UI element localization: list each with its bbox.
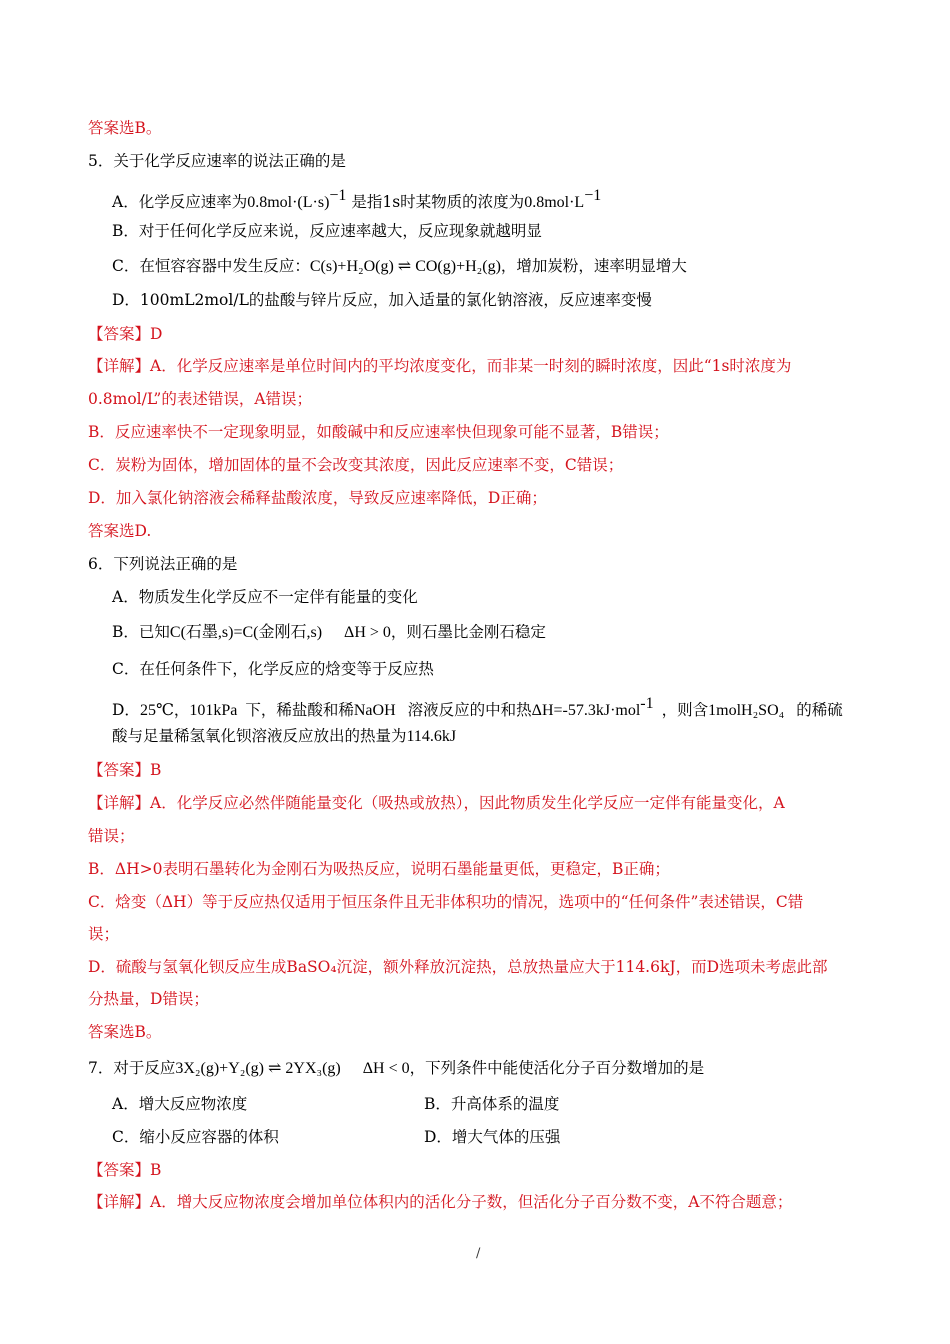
q5-option-c <box>112 256 687 277</box>
q5-option-a-conc-exp: −1 <box>584 187 602 204</box>
q6-option-d-neutralization-heat: ΔH=-57.3kJ·mol <box>531 702 641 719</box>
q6-option-b-enthalpy: ΔH > 0 <box>344 624 391 641</box>
q5-stem: 5．关于化学反应速率的说法正确的是 <box>88 152 346 170</box>
q6-option-d-pressure: 101kPa <box>189 702 238 719</box>
q5-detail-line: D．加入氯化钠溶液会稀释盐酸浓度，导致反应速率降低，D正确； <box>88 489 547 507</box>
q6-option-d-acid: 1molH₂SO₄ <box>708 702 785 719</box>
q6-option-d-text2: 溶液反应的中和热 <box>407 701 532 719</box>
q7-option-c: C．缩小反应容器的体积 <box>112 1128 279 1146</box>
prev-answer-conclusion: 答案选B。 <box>88 119 162 137</box>
q6-stem: 6．下列说法正确的是 <box>88 555 238 573</box>
q6-detail-line: 分热量，D错误； <box>88 990 209 1008</box>
q7-answer: 【答案】B <box>88 1161 162 1179</box>
q6-option-d-text1: 下，稀盐酸和稀 <box>245 701 354 719</box>
q5-option-a-conc: 0.8mol·L <box>524 194 585 211</box>
q6-option-d-text3: ，则含 <box>661 701 709 719</box>
q5-option-a-text2: 是指1s时某物质的浓度为 <box>346 193 525 211</box>
q6-option-d-heat-value: 114.6kJ <box>406 728 457 745</box>
q6-option-b-text2: ，则石墨比金刚石稳定 <box>390 623 546 641</box>
q5-option-b: B．对于任何化学反应来说，反应速率越大，反应现象就越明显 <box>112 222 542 240</box>
q6-option-d-naoh: NaOH <box>353 702 396 719</box>
q7-option-b: B．升高体系的温度 <box>424 1095 560 1113</box>
q5-option-d: D．100mL2mol/L的盐酸与锌片反应，加入适量的氯化钠溶液，反应速率变慢 <box>112 291 652 309</box>
q5-conclusion: 答案选D. <box>88 522 152 540</box>
q6-detail-line: B．ΔH>0表明石墨转化为金刚石为吸热反应，说明石墨能量更低，更稳定，B正确； <box>88 860 670 878</box>
q7-stem-enthalpy: ΔH < 0 <box>362 1060 410 1077</box>
q5-detail-line: 【详解】A．化学反应速率是单位时间内的平均浓度变化，而非某一时刻的瞬时浓度，因此“1s时浓度为 <box>88 357 792 375</box>
q5-option-c-text2: ，增加炭粉，速率明显增大 <box>500 257 687 275</box>
q6-option-b-equation: C(石墨,s)=C(金刚石,s) <box>169 624 323 641</box>
page-number: / <box>476 1246 481 1261</box>
q6-detail-line: 【详解】A．化学反应必然伴随能量变化（吸热或放热），因此物质发生化学反应一定伴有能量变化，A <box>88 794 785 812</box>
q6-option-d-temperature: 25℃ <box>139 702 174 719</box>
q6-option-a: A．物质发生化学反应不一定伴有能量的变化 <box>112 588 418 606</box>
q6-detail-line: 错误； <box>88 827 135 845</box>
q5-option-a-rate-exp: −1 <box>329 187 347 204</box>
q6-conclusion: 答案选B。 <box>88 1023 162 1041</box>
q5-answer: 【答案】D <box>88 325 163 343</box>
q6-option-d <box>112 694 843 721</box>
q5-option-a-text: A．化学反应速率为 <box>112 193 248 211</box>
q6-detail-line: C．焓变（ΔH）等于反应热仅适用于恒压条件且无非体积功的情况，选项中的“任何条件”表述错误，C错 <box>88 893 804 911</box>
q5-detail-line: 0.8mol/L”的表述错误，A错误； <box>88 390 313 408</box>
q6-option-b-text: B．已知 <box>112 623 170 641</box>
q5-detail-line: C．炭粉为固体，增加固体的量不会改变其浓度，因此反应速率不变，C错误； <box>88 456 624 474</box>
q5-option-c-text: C．在恒容容器中发生反应： <box>112 257 310 275</box>
q7-stem-equation: 3X₂(g)+Y₂(g) ⇌ 2YX₃(g) <box>175 1060 341 1077</box>
q7-option-a: A．增大反应物浓度 <box>112 1095 248 1113</box>
q5-detail-line: B．反应速率快不一定现象明显，如酸碱中和反应速率快但现象可能不显著，B错误； <box>88 423 669 441</box>
q7-option-d: D．增大气体的压强 <box>424 1128 561 1146</box>
q6-option-d-text5: 酸与足量稀氢氧化钡溶液反应放出的热量为 <box>112 727 407 745</box>
q6-option-c: C．在任何条件下，化学反应的焓变等于反应热 <box>112 660 434 678</box>
q7-stem-text: 7．对于反应 <box>88 1059 176 1077</box>
q7-stem <box>88 1058 704 1079</box>
q6-option-d-comma: ， <box>173 701 190 719</box>
q5-option-a <box>112 186 601 213</box>
q6-option-d-continued <box>112 726 456 747</box>
q7-detail-line: 【详解】A．增大反应物浓度会增加单位体积内的活化分子数，但活化分子百分数不变，A不符合题意； <box>88 1193 793 1211</box>
q6-detail-line: D．硫酸与氢氧化钡反应生成BaSO₄沉淀，额外释放沉淀热，总放热量应大于114.6kJ，而D选项未考虑此部 <box>88 958 828 976</box>
q6-option-d-label: D． <box>112 701 140 719</box>
q6-option-d-unit-exp: -1 <box>640 695 654 712</box>
q6-option-b <box>112 622 546 643</box>
q5-option-c-equation: C(s)+H₂O(g) ⇌ CO(g)+H₂(g) <box>309 258 501 275</box>
q6-answer: 【答案】B <box>88 761 162 779</box>
q5-option-a-rate: 0.8mol·(L·s) <box>247 194 330 211</box>
q7-stem-text2: ，下列条件中能使活化分子百分数增加的是 <box>409 1059 705 1077</box>
q6-detail-line: 误； <box>88 925 120 943</box>
q6-option-d-text4: 的稀硫 <box>796 701 843 719</box>
